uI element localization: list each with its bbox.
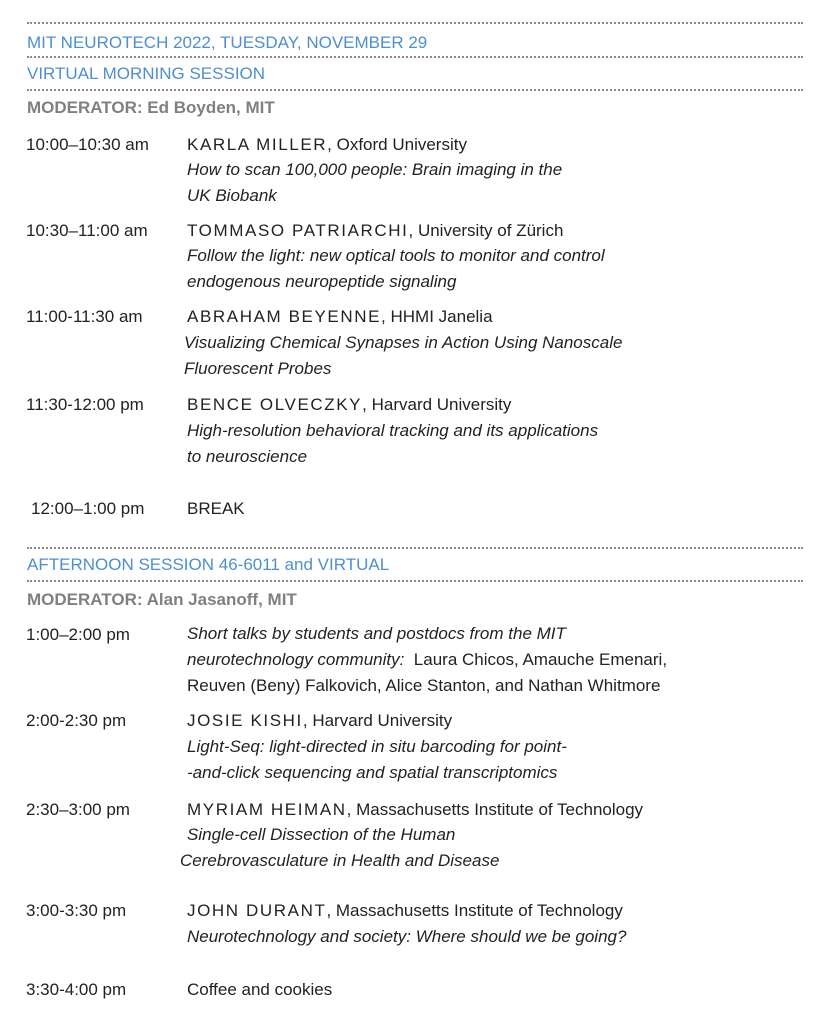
speaker-affiliation: Harvard University	[371, 395, 512, 414]
speaker-name: JOSIE KISHI	[187, 711, 303, 730]
short-talks-presenters: Laura Chicos, Amauche Emenari,	[413, 650, 668, 669]
speaker-affiliation: Harvard University	[312, 711, 453, 730]
talk-title-line: Light-Seq: light-directed in situ barcoding for point-	[187, 737, 567, 756]
short-talks-line: Short talks by students and postdocs from the MIT	[187, 624, 566, 643]
speaker-line: MYRIAM HEIMAN, Massachusetts Institute of Technology	[187, 800, 644, 819]
divider	[27, 56, 803, 58]
talk-title-line: endogenous neuropeptide signaling	[187, 272, 457, 291]
speaker-name: JOHN DURANT	[187, 901, 327, 920]
talk-title-line: Visualizing Chemical Synapses in Action Using Nanoscale	[184, 333, 623, 352]
event-title: MIT NEUROTECH 2022, TUESDAY, NOVEMBER 29	[27, 33, 428, 52]
slot-time: 3:00-3:30 pm	[26, 901, 127, 920]
speaker-line: KARLA MILLER, Oxford University	[187, 135, 467, 154]
slot-time: 1:00–2:00 pm	[26, 625, 130, 644]
divider	[27, 547, 803, 549]
talk-title-line: Fluorescent Probes	[184, 359, 332, 378]
divider	[27, 89, 803, 91]
moderator-label: MODERATOR:	[27, 590, 143, 609]
speaker-affiliation: Massachusetts Institute of Technology	[356, 800, 644, 819]
speaker-line: TOMMASO PATRIARCHI, University of Zürich	[187, 221, 564, 240]
talk-title-line: Follow the light: new optical tools to monitor and control	[187, 246, 605, 265]
talk-title	[187, 418, 598, 470]
speaker-name: MYRIAM HEIMAN	[187, 800, 347, 819]
talk-title-line: Cerebrovasculature in Health and Disease	[180, 851, 500, 870]
talk-title	[187, 734, 567, 786]
slot-time: 2:30–3:00 pm	[26, 800, 130, 819]
talk-title-line: -and-click sequencing and spatial transcriptomics	[187, 763, 558, 782]
speaker-line: ABRAHAM BEYENNE, HHMI Janelia	[187, 307, 493, 326]
speaker-affiliation: Oxford University	[336, 135, 467, 154]
break-label: BREAK	[187, 499, 245, 518]
break-time: 12:00–1:00 pm	[31, 499, 145, 518]
talk-title	[180, 822, 500, 874]
talk-title-line: to neuroscience	[187, 447, 308, 466]
short-talks-community: neurotechnology community:	[187, 650, 405, 669]
speaker-name: BENCE OLVECZKY	[187, 395, 363, 414]
short-talks-line	[187, 647, 667, 673]
speaker-name: TOMMASO PATRIARCHI	[187, 221, 409, 240]
slot-time: 11:00-11:30 am	[26, 307, 143, 326]
morning-moderator	[27, 98, 275, 118]
slot-time: 10:30–11:00 am	[26, 221, 148, 240]
slot-time: 10:00–10:30 am	[26, 135, 149, 154]
talk-title	[187, 157, 562, 209]
speaker-line: JOSIE KISHI, Harvard University	[187, 711, 453, 730]
talk-title	[187, 243, 605, 295]
speaker-affiliation: Massachusetts Institute of Technology	[335, 901, 623, 920]
talk-title-line: UK Biobank	[187, 186, 277, 205]
speaker-affiliation: University of Zürich	[417, 221, 564, 240]
speaker-line: BENCE OLVECZKY, Harvard University	[187, 395, 512, 414]
talk-title-line: Neurotechnology and society: Where should we be going?	[187, 927, 627, 946]
talk-title-line: How to scan 100,000 people: Brain imaging in the	[187, 160, 563, 179]
speaker-name: ABRAHAM BEYENNE	[187, 307, 382, 326]
closing-time: 3:30-4:00 pm	[26, 980, 127, 999]
talk-title-line: Single-cell Dissection of the Human	[187, 825, 456, 844]
speaker-line: JOHN DURANT, Massachusetts Institute of Technology	[187, 901, 623, 920]
afternoon-moderator	[27, 590, 297, 610]
slot-time: 11:30-12:00 pm	[26, 395, 144, 414]
closing-label: Coffee and cookies	[187, 980, 333, 999]
short-talks-line: Reuven (Beny) Falkovich, Alice Stanton, and Nathan Whitmore	[187, 676, 661, 695]
moderator-name: Ed Boyden, MIT	[147, 98, 275, 117]
short-talks-description	[187, 621, 667, 699]
speaker-affiliation: HHMI Janelia	[390, 307, 493, 326]
speaker-name: KARLA MILLER	[187, 135, 328, 154]
talk-title	[184, 330, 622, 382]
moderator-label: MODERATOR:	[27, 98, 143, 117]
afternoon-session-heading: AFTERNOON SESSION 46-6011 and VIRTUAL	[27, 555, 390, 574]
talk-title-line: High-resolution behavioral tracking and its applications	[187, 421, 599, 440]
moderator-name: Alan Jasanoff, MIT	[146, 590, 297, 609]
slot-time: 2:00-2:30 pm	[26, 711, 127, 730]
morning-session-heading: VIRTUAL MORNING SESSION	[27, 64, 266, 83]
divider	[27, 22, 803, 24]
talk-title	[187, 924, 626, 950]
divider	[27, 580, 803, 582]
